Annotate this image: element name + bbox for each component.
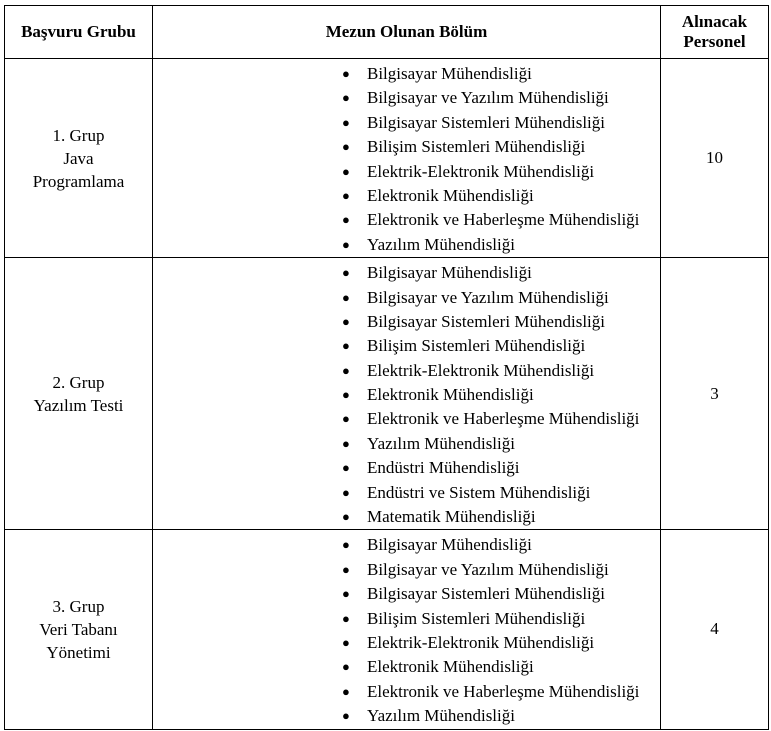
bullet-icon: ● (342, 387, 350, 403)
bullet-icon: ● (342, 460, 350, 476)
department-label: Elektronik ve Haberleşme Mühendisliği (367, 210, 640, 230)
personnel-count: 10 (661, 59, 769, 258)
bullet-icon: ● (342, 338, 350, 354)
department-label: Elektronik ve Haberleşme Mühendisliği (367, 409, 640, 429)
department-item (153, 261, 660, 285)
bullet-icon: ● (342, 634, 350, 650)
department-item (153, 481, 660, 505)
group-name: Yönetimi (46, 642, 111, 662)
department-label: Bilgisayar Mühendisliği (367, 263, 532, 283)
department-label: Yazılım Mühendisliği (367, 234, 515, 254)
group-name: Java (63, 148, 94, 168)
bullet-icon: ● (342, 236, 350, 252)
department-label: Bilgisayar Sistemleri Mühendisliği (367, 311, 605, 331)
department-label: Endüstri ve Sistem Mühendisliği (367, 482, 591, 502)
header-group: Başvuru Grubu (5, 6, 153, 59)
bullet-icon: ● (342, 90, 350, 106)
bullet-icon: ● (342, 509, 350, 525)
bullet-icon: ● (342, 586, 350, 602)
department-item (153, 558, 660, 582)
bullet-icon: ● (342, 265, 350, 281)
bullet-icon: ● (342, 114, 350, 130)
application-groups-table (4, 5, 769, 730)
department-label: Elektrik-Elektronik Mühendisliği (367, 360, 595, 380)
department-item (153, 359, 660, 383)
department-item (153, 432, 660, 456)
department-item (153, 310, 660, 334)
department-item (153, 184, 660, 208)
department-label: Bilişim Sistemleri Mühendisliği (367, 608, 586, 628)
bullet-icon: ● (342, 537, 350, 553)
header-personnel: Alınacak Personel (661, 6, 769, 59)
group-name: Veri Tabanı (39, 619, 118, 639)
department-item (153, 456, 660, 480)
department-cell (153, 258, 661, 530)
department-item (153, 680, 660, 704)
group-number: 3. Grup (52, 596, 105, 616)
department-label: Elektronik Mühendisliği (367, 185, 534, 205)
group-number: 1. Grup (52, 125, 105, 145)
department-item (153, 135, 660, 159)
department-cell (153, 530, 661, 729)
department-label: Bilgisayar ve Yazılım Mühendisliği (367, 88, 609, 108)
table-row (5, 258, 769, 530)
department-item (153, 286, 660, 310)
group-name: Programlama (32, 171, 125, 191)
department-label: Elektronik Mühendisliği (367, 657, 534, 677)
group-cell (5, 530, 153, 729)
department-item (153, 704, 660, 728)
table-row (5, 59, 769, 258)
department-item (153, 607, 660, 631)
department-list (153, 258, 660, 529)
department-cell (153, 59, 661, 258)
group-number: 2. Grup (52, 372, 105, 392)
bullet-icon: ● (342, 362, 350, 378)
department-item (153, 383, 660, 407)
bullet-icon: ● (342, 187, 350, 203)
department-item (153, 62, 660, 86)
bullet-icon: ● (342, 411, 350, 427)
department-item (153, 160, 660, 184)
bullet-icon: ● (342, 435, 350, 451)
department-item (153, 582, 660, 606)
bullet-icon: ● (342, 484, 350, 500)
department-label: Elektronik ve Haberleşme Mühendisliği (367, 681, 640, 701)
department-item (153, 111, 660, 135)
bullet-icon: ● (342, 139, 350, 155)
bullet-icon: ● (342, 561, 350, 577)
department-label: Endüstri Mühendisliği (367, 458, 520, 478)
department-label: Bilişim Sistemleri Mühendisliği (367, 137, 586, 157)
department-item (153, 655, 660, 679)
group-cell (5, 59, 153, 258)
bullet-icon: ● (342, 289, 350, 305)
department-label: Matematik Mühendisliği (367, 507, 536, 527)
header-row (5, 6, 769, 59)
department-item (153, 208, 660, 232)
bullet-icon: ● (342, 708, 350, 724)
department-label: Bilgisayar Sistemleri Mühendisliği (367, 112, 605, 132)
department-label: Bilgisayar ve Yazılım Mühendisliği (367, 559, 609, 579)
department-label: Elektrik-Elektronik Mühendisliği (367, 632, 595, 652)
bullet-icon: ● (342, 313, 350, 329)
bullet-icon: ● (342, 212, 350, 228)
department-label: Yazılım Mühendisliği (367, 706, 515, 726)
department-item (153, 407, 660, 431)
department-item (153, 233, 660, 257)
department-label: Elektrik-Elektronik Mühendisliği (367, 161, 595, 181)
department-label: Bilgisayar Mühendisliği (367, 64, 532, 83)
department-label: Yazılım Mühendisliği (367, 433, 515, 453)
department-item (153, 631, 660, 655)
bullet-icon: ● (342, 683, 350, 699)
personnel-count: 4 (661, 530, 769, 729)
group-cell (5, 258, 153, 530)
header-department: Mezun Olunan Bölüm (153, 6, 661, 59)
department-label: Bilişim Sistemleri Mühendisliği (367, 336, 586, 356)
table-row (5, 530, 769, 729)
department-item (153, 505, 660, 529)
department-item (153, 334, 660, 358)
department-label: Bilgisayar Sistemleri Mühendisliği (367, 584, 605, 604)
department-list (153, 530, 660, 728)
bullet-icon: ● (342, 163, 350, 179)
group-name: Yazılım Testi (33, 395, 124, 415)
department-list (153, 59, 660, 257)
bullet-icon: ● (342, 66, 350, 81)
bullet-icon: ● (342, 610, 350, 626)
department-label: Bilgisayar Mühendisliği (367, 535, 532, 555)
bullet-icon: ● (342, 659, 350, 675)
department-label: Bilgisayar ve Yazılım Mühendisliği (367, 287, 609, 307)
department-item (153, 86, 660, 110)
department-item (153, 533, 660, 557)
personnel-count: 3 (661, 258, 769, 530)
department-label: Elektronik Mühendisliği (367, 385, 534, 405)
